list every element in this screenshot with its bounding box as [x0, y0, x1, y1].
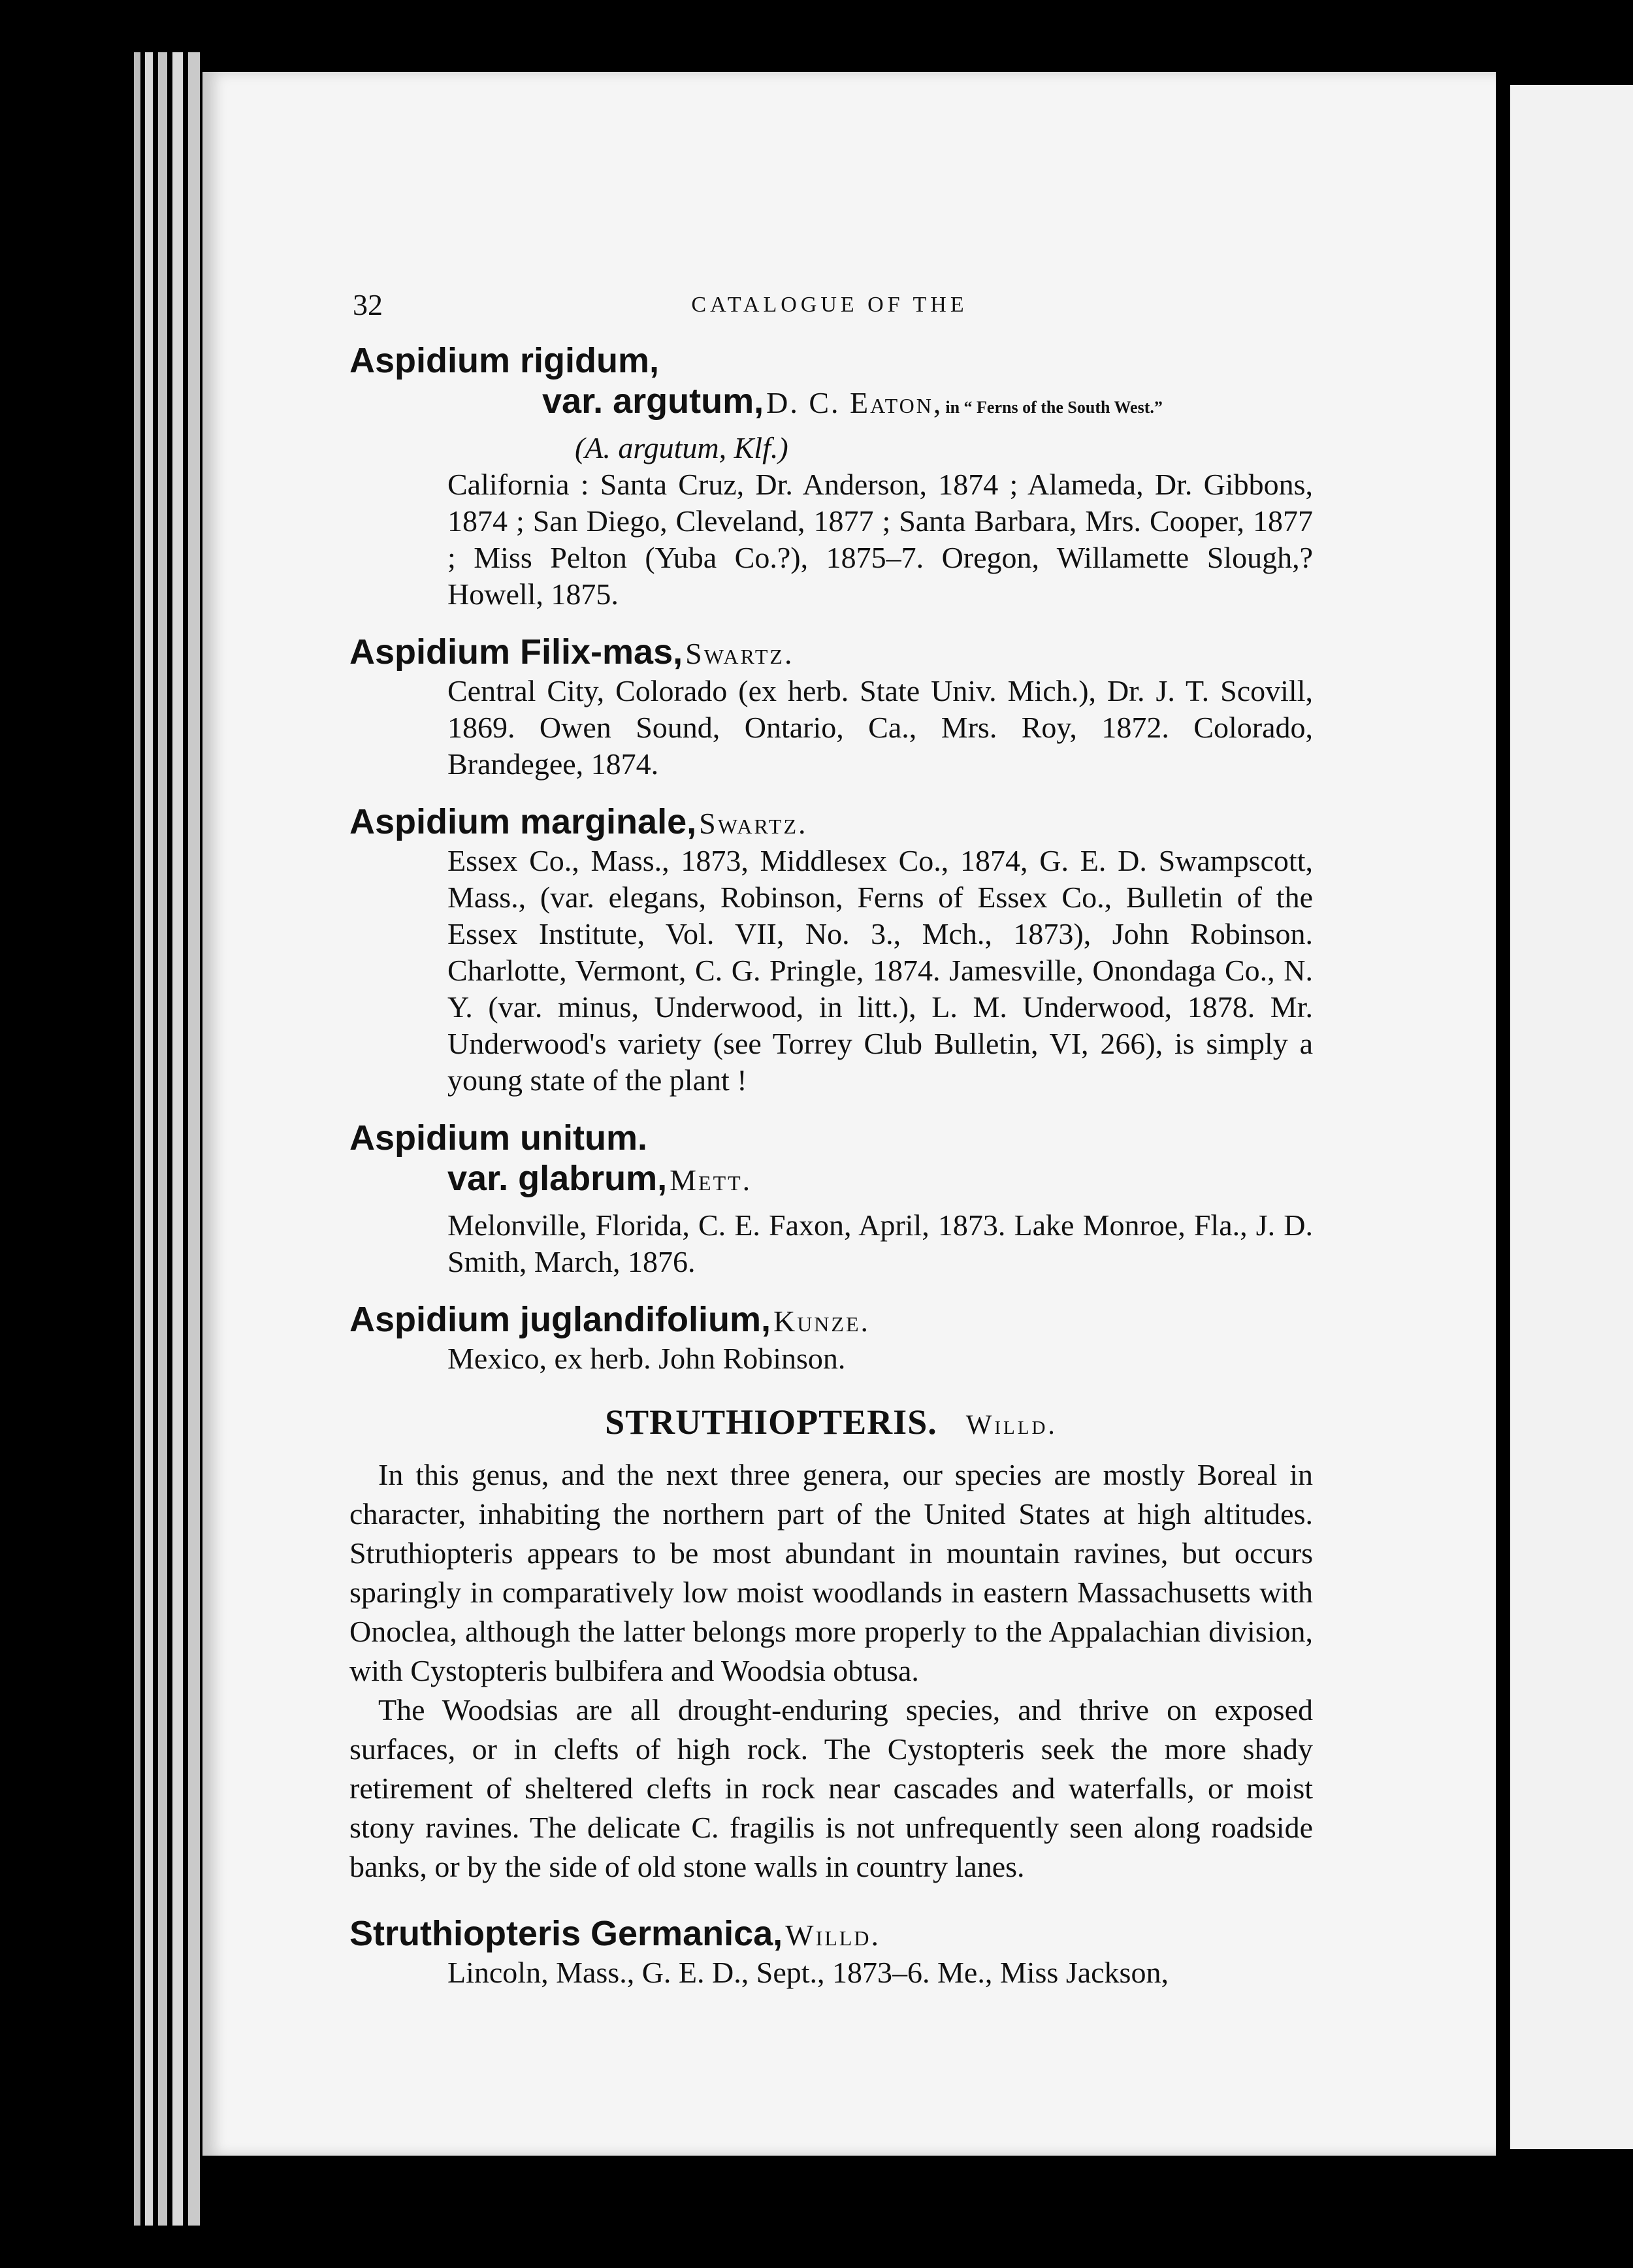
species-name: Aspidium rigidum, [349, 341, 660, 380]
adjacent-page [1510, 85, 1633, 2149]
species-entry [349, 1913, 1313, 1991]
locality-text: Melonville, Florida, C. E. Faxon, April, 1873. Lake Monroe, Fla., J. D. Smith, March, 1876. [447, 1208, 1313, 1278]
species-entry [349, 1117, 1313, 1280]
running-header [353, 287, 1306, 327]
variety-line [349, 1159, 1313, 1207]
locality-text: Central City, Colorado (ex herb. State Univ. Mich.), Dr. J. T. Scovill, 1869. Owen Sound, Ontario, Ca., Mrs. Roy, 1872. Colorado, Brandegee, 1874. [447, 674, 1313, 781]
species-name: Aspidium Filix-mas, [349, 632, 683, 672]
page-edge [145, 52, 153, 2226]
header-title: CATALOGUE OF THE [691, 293, 968, 317]
species-entry [349, 1299, 1313, 1377]
species-author: Mett. [670, 1163, 752, 1197]
variety-name: var. argutum, [542, 381, 764, 421]
species-author: Willd. [785, 1919, 881, 1952]
species-name: Aspidium marginale, [349, 802, 697, 841]
page-number: 32 [353, 288, 383, 321]
page-edge [172, 52, 183, 2226]
genus-title: STRUTHIOPTERIS. [605, 1402, 937, 1442]
page-edge [188, 52, 200, 2226]
synonym: (A. argutum, Klf.) [575, 431, 788, 464]
locality-text: Essex Co., Mass., 1873, Middlesex Co., 1874, G. E. D. Swampscott, Mass., (var. elegans, Robinson, Ferns of Essex Co., Bulletin of the Essex Institute, Vol. VII, No. 3., Mch., 1873), John Robinson. Charlotte, Vermont, C. G. Pringle, 1874. Jamesville, Onondaga Co., N. Y. (var. minus, Underwood, in litt.), L. M. Underwood, 1878. Mr. Underwood's variety (see Torrey Club Bulletin, VI, 266), is simply a young state of the plant ! [447, 844, 1313, 1097]
paragraph: In this genus, and the next three genera, our species are mostly Boreal in character, inhabiting the northern part of the United States at high altitudes. Struthiopteris appears to be most abundant in mountain ravines, but occurs sparingly in comparatively low moist woodlands in eastern Massachusetts with Onoclea, although the latter belongs more properly to the Appalachian division, with Cystopteris bulbifera and Woodsia obtusa. [349, 1458, 1313, 1687]
reference: in “ Ferns of the South West.” [945, 398, 1163, 417]
species-author: Swartz. [699, 807, 808, 840]
species-name: Struthiopteris Germanica, [349, 1914, 783, 1953]
species-name: Aspidium juglandifolium, [349, 1300, 771, 1339]
paragraph: The Woodsias are all drought-enduring species, and thrive on exposed surfaces, or in clefts of high rock. The Cystopteris seek the more shady retirement of sheltered clefts in rock near cascades and waterfalls, or moist stony ravines. The delicate C. fragilis is not unfrequently seen along roadside banks, or by the side of old stone walls in country lanes. [349, 1693, 1313, 1883]
locality-text: California : Santa Cruz, Dr. Anderson, 1874 ; Alameda, Dr. Gibbons, 1874 ; San Diego, Cleveland, 1877 ; Santa Barbara, Mrs. Cooper, 1877 ; Miss Pelton (Yuba Co.?), 1875–7. Oregon, Willamette Slough,? Howell, 1875. [447, 468, 1313, 611]
locality-text: Lincoln, Mass., G. E. D., Sept., 1873–6. Me., Miss Jackson, [447, 1956, 1169, 1989]
species-name: Aspidium unitum. [349, 1118, 647, 1158]
species-author: D. C. Eaton, [766, 386, 943, 419]
variety-line [349, 381, 1313, 430]
species-entry [349, 801, 1313, 1099]
section-heading [349, 1402, 1313, 1442]
variety-name: var. glabrum, [447, 1159, 668, 1198]
species-author: Swartz. [685, 637, 794, 670]
locality-text: Mexico, ex herb. John Robinson. [447, 1342, 846, 1375]
species-author: Kunze. [773, 1304, 871, 1338]
species-entry [349, 631, 1313, 783]
genus-author: Willd. [965, 1410, 1058, 1440]
page-edge [158, 52, 167, 2226]
page-edge [134, 52, 140, 2226]
species-entry [349, 340, 1313, 613]
page-content [349, 340, 1313, 2009]
